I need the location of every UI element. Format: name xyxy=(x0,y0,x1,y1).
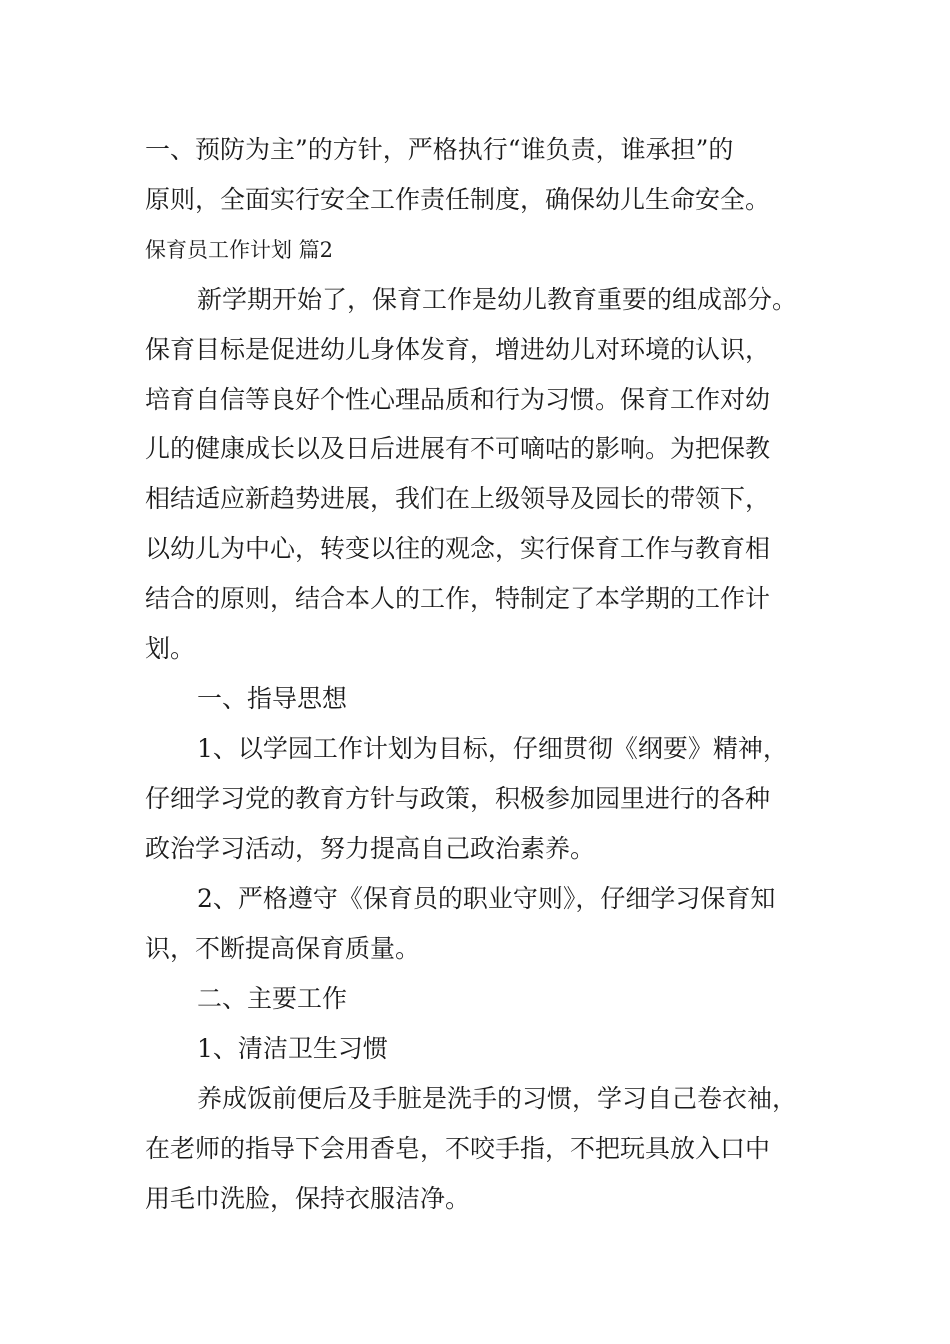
paragraph-line: 划。 xyxy=(145,634,196,663)
paragraph-line: 以幼儿为中心，转变以往的观念，实行保育工作与教育相 xyxy=(145,534,771,563)
paragraph-line: 新学期开始了，保育工作是幼儿教育重要的组成部分。 xyxy=(197,285,798,314)
subheading: 二、主要工作 xyxy=(197,984,348,1013)
list-item-line: 仔细学习党的教育方针与政策，积极参加园里进行的各种 xyxy=(145,784,771,813)
list-item: 1、以学园工作计划为目标，仔细贯彻《纲要》精神， xyxy=(197,734,788,763)
paragraph-line: 用毛巾洗脸，保持衣服洁净。 xyxy=(145,1184,471,1213)
paragraph-line: 相结适应新趋势进展，我们在上级领导及园长的带领下， xyxy=(145,484,771,513)
text-line: 原则，全面实行安全工作责任制度，确保幼儿生命安全。 xyxy=(145,185,771,214)
paragraph-line: 儿的健康成长以及日后进展有不可嘀咕的影响。为把保教 xyxy=(145,434,771,463)
subheading: 一、指导思想 xyxy=(197,684,348,713)
paragraph-line: 保育目标是促进幼儿身体发育，增进幼儿对环境的认识， xyxy=(145,335,771,364)
paragraph-line: 结合的原则，结合本人的工作，特制定了本学期的工作计 xyxy=(145,584,771,613)
list-item-line: 政治学习活动，努力提高自己政治素养。 xyxy=(145,834,596,863)
list-item: 2、严格遵守《保育员的职业守则》，仔细学习保育知 xyxy=(197,884,776,913)
paragraph-line: 在老师的指导下会用香皂，不咬手指，不把玩具放入口中 xyxy=(145,1134,771,1163)
list-item: 1、清洁卫生习惯 xyxy=(197,1034,388,1063)
paragraph-line: 培育自信等良好个性心理品质和行为习惯。保育工作对幼 xyxy=(145,385,771,414)
section-heading: 保育员工作计划 篇2 xyxy=(145,238,334,262)
text-line: 一、预防为主”的方针，严格执行“谁负责，谁承担”的 xyxy=(145,135,734,164)
paragraph-line: 养成饭前便后及手脏是洗手的习惯，学习自己卷衣袖， xyxy=(197,1084,798,1113)
list-item-line: 识，不断提高保育质量。 xyxy=(145,934,421,963)
